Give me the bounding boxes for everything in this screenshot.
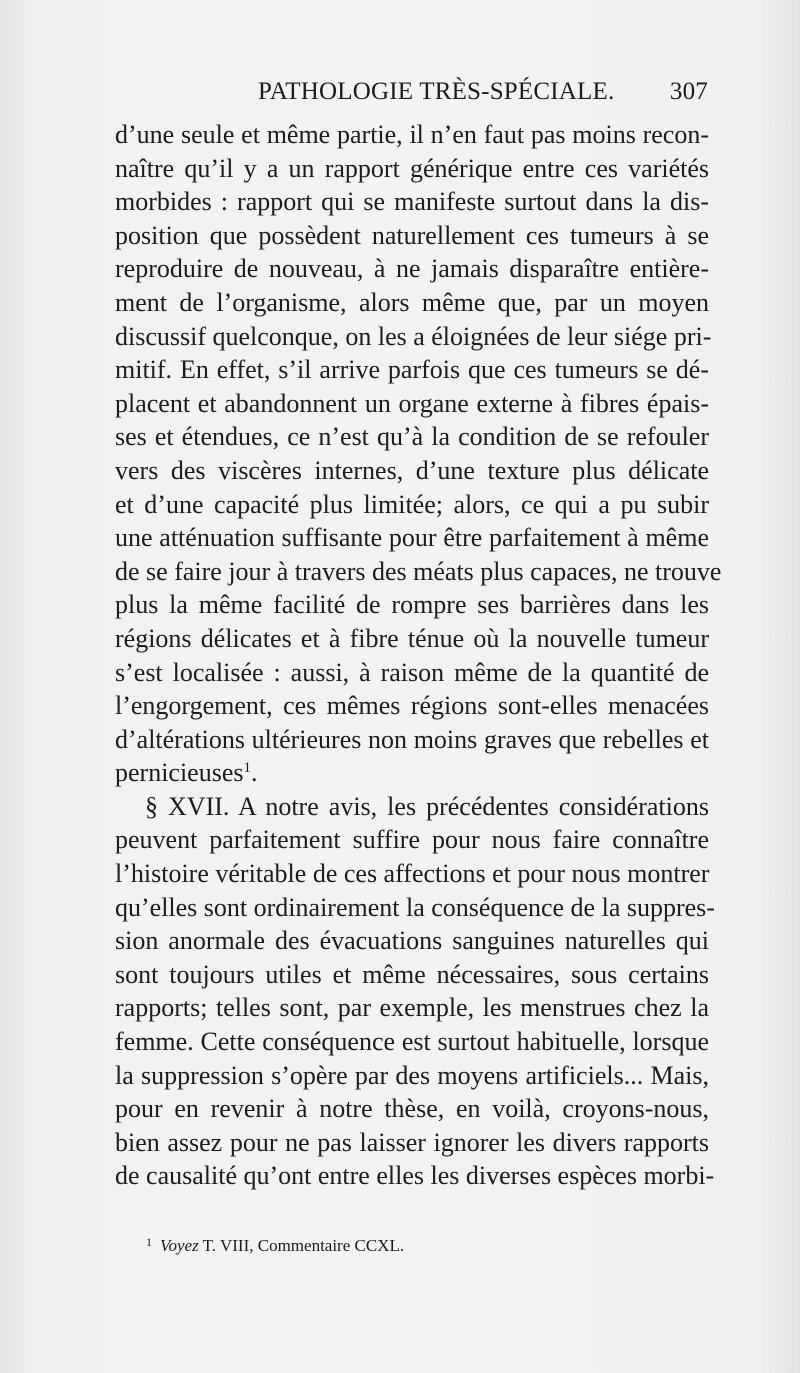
- text-line: de se faire jour à travers des méats plus capaces, ne trouve: [115, 556, 722, 586]
- text-line: placent et abandonnent un organe externe à fibres épais-: [115, 388, 709, 418]
- text-line: ses et étendues, ce n’est qu’à la condition de se refouler: [115, 422, 709, 452]
- text-line: peuvent parfaitement suffire pour nous faire connaître: [115, 825, 709, 855]
- text-line: d’altérations ultérieures non moins graves que rebelles et: [115, 724, 709, 754]
- text-line: bien assez pour ne pas laisser ignorer les divers rapports: [115, 1127, 709, 1157]
- text-line: pernicieuses: [115, 758, 244, 788]
- footnote-text: T. VIII, Commentaire CCXL.: [198, 1236, 405, 1255]
- text-line: d’une seule et même partie, il n’en faut pas moins recon-: [115, 120, 709, 149]
- text-line: de causalité qu’ont entre elles les diverses espèces morbi-: [115, 1161, 715, 1191]
- text-line: naître qu’il y a un rapport générique entre ces variétés: [115, 153, 709, 183]
- text-line: mitif. En effet, s’il arrive parfois que ces tumeurs se dé-: [115, 355, 709, 385]
- text-line: femme. Cette conséquence est surtout habituelle, lorsque: [115, 1027, 709, 1057]
- text-line: et d’une capacité plus limitée; alors, ce qui a pu subir: [115, 489, 709, 519]
- text-line: l’engorgement, ces mêmes régions sont-elles menacées: [115, 691, 709, 721]
- section-start-line: § XVII. A notre avis, les précédentes considérations: [145, 791, 709, 821]
- text-line: la suppression s’opère par des moyens artificiels... Mais,: [115, 1060, 709, 1090]
- footnote-marker: 1: [146, 1235, 152, 1249]
- footnote-reference: 1: [243, 760, 252, 777]
- text-line: morbides : rapport qui se manifeste surtout dans la dis-: [115, 187, 709, 217]
- text-line: pour en revenir à notre thèse, en voilà, croyons-nous,: [115, 1094, 709, 1124]
- text-line: reproduire de nouveau, à ne jamais disparaître entière-: [115, 254, 709, 284]
- text-line: sont toujours utiles et même nécessaires, sous certains: [115, 959, 709, 989]
- text-line: sion anormale des évacuations sanguines naturelles qui: [115, 926, 709, 956]
- line-punctuation: .: [251, 758, 258, 788]
- running-head: [258, 78, 708, 118]
- text-line: plus la même facilité de rompre ses barrières dans les: [115, 590, 709, 620]
- text-line: l’histoire véritable de ces affections et pour nous montrer: [115, 859, 710, 889]
- text-line: s’est localisée : aussi, à raison même de la quantité de: [115, 657, 709, 687]
- body-text: [115, 118, 722, 1193]
- footnote: [146, 1235, 404, 1256]
- text-line: une atténuation suffisante pour être parfaitement à même: [115, 523, 709, 553]
- text-line: ment de l’organisme, alors même que, par un moyen: [115, 287, 709, 317]
- footnote-italic: Voyez: [160, 1236, 199, 1255]
- text-line: position que possèdent naturellement ces tumeurs à se: [115, 220, 709, 250]
- text-line: discussif quelconque, on les a éloignées de leur siége pri-: [115, 321, 712, 351]
- running-title: PATHOLOGIE TRÈS-SPÉCIALE.: [258, 78, 615, 105]
- text-line: qu’elles sont ordinairement la conséquence de la suppres-: [115, 892, 715, 922]
- page-number: 307: [669, 78, 708, 105]
- text-line: régions délicates et à fibre ténue où la nouvelle tumeur: [115, 623, 709, 653]
- text-line: rapports; telles sont, par exemple, les menstrues chez la: [115, 993, 709, 1023]
- paragraph-end-line: [115, 756, 709, 790]
- text-line: vers des viscères internes, d’une texture plus délicate: [115, 455, 709, 485]
